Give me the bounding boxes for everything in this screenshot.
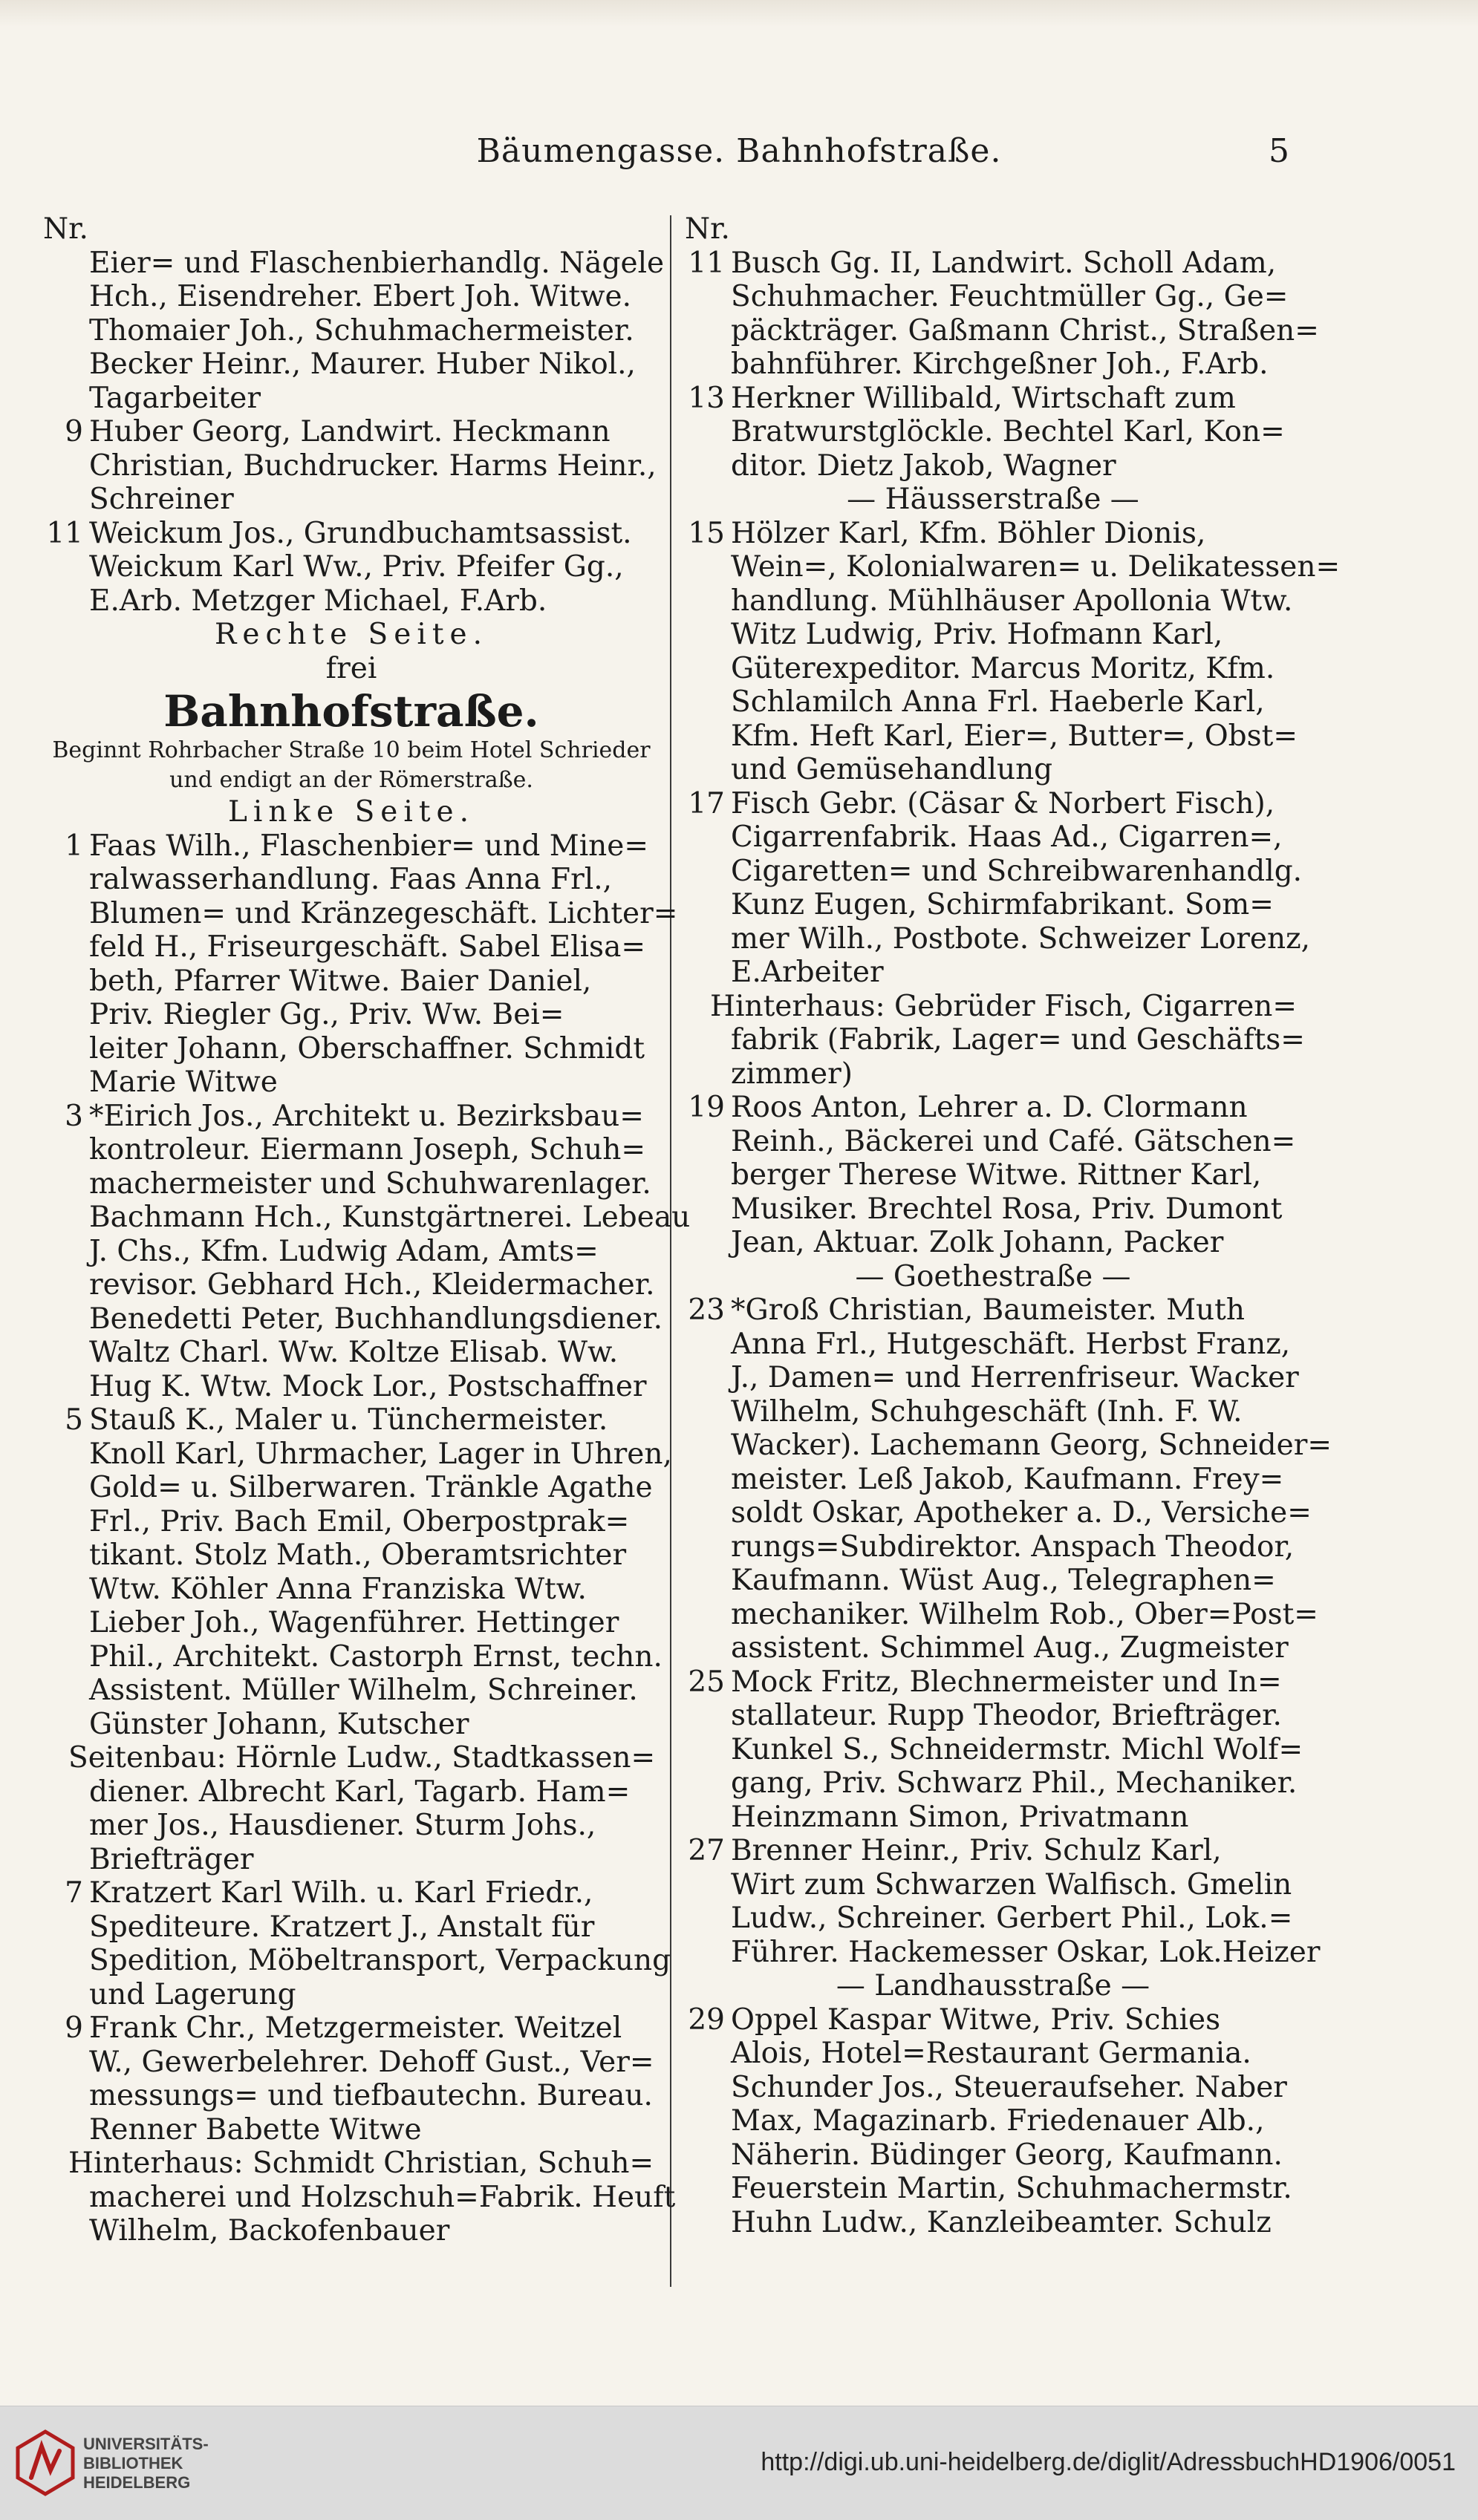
- entry-line: Kaufmann. Wüst Aug., Telegraphen=: [731, 1564, 1276, 1597]
- entry-line: Hinterhaus: Schmidt Christian, Schuh=: [68, 2147, 654, 2180]
- entry-line: W., Gewerbelehrer. Dehoff Gust., Ver=: [89, 2045, 654, 2079]
- entry-line: Wein=, Kolonialwaren= u. Delikatessen=: [731, 550, 1341, 584]
- entry-line: Thomaier Joh., Schuhmachermeister.: [89, 313, 634, 347]
- entry-line: assistent. Schimmel Aug., Zugmeister: [731, 1631, 1289, 1665]
- entry-line: Schunder Jos., Steueraufseher. Naber: [731, 2070, 1287, 2104]
- house-entry: 19 Roos Anton, Lehrer a. D. Clormann: [688, 1091, 1248, 1124]
- entry-line: Seitenbau: Hörnle Ludw., Stadtkassen=: [68, 1741, 656, 1775]
- entry-line: zimmer): [731, 1057, 853, 1091]
- entry-line: Reinh., Bäckerei und Café. Gätschen=: [731, 1124, 1296, 1158]
- library-seal-icon: [15, 2429, 76, 2497]
- entry-line: handlung. Mühlhäuser Apollonia Wtw.: [731, 584, 1293, 618]
- side-heading: Linke Seite.: [227, 795, 475, 829]
- entry-line: Kunz Eugen, Schirmfabrikant. Som=: [731, 888, 1274, 921]
- entry-line: machermeister und Schuhwarenlager.: [89, 1166, 651, 1201]
- entry-line: Spediteure. Kratzert J., Anstalt für: [89, 1910, 595, 1944]
- entry-line: Schlamilch Anna Frl. Haeberle Karl,: [731, 685, 1265, 719]
- street-description: Beginnt Rohrbacher Straße 10 beim Hotel Schrieder: [52, 737, 651, 763]
- entry-line: mechaniker. Wilhelm Rob., Ober=Post=: [731, 1597, 1318, 1631]
- house-entry: 11 Weickum Jos., Grundbuchamtsassist.: [43, 517, 660, 551]
- entry-line: und Gemüsehandlung: [731, 753, 1053, 786]
- entry-line: Frl., Priv. Bach Emil, Oberpostprak=: [89, 1504, 630, 1538]
- entry-line: macherei und Holzschuh=Fabrik. Heuft: [89, 2180, 676, 2214]
- house-entry: 23 *Groß Christian, Baumeister. Muth: [688, 1293, 1245, 1327]
- entry-line: Hinterhaus: Gebrüder Fisch, Cigarren=: [710, 989, 1298, 1023]
- entry-line: Eier= und Flaschenbierhandlg. Nägele: [89, 246, 665, 280]
- entry-line: Wacker). Lachemann Georg, Schneider=: [731, 1429, 1332, 1462]
- entry-line: Assistent. Müller Wilhelm, Schreiner.: [89, 1674, 638, 1707]
- entry-line: Blumen= und Kränzegeschäft. Lichter=: [89, 896, 678, 930]
- cross-street: — Goethestraße —: [855, 1259, 1131, 1293]
- entry-line: leiter Johann, Oberschaffner. Schmidt: [89, 1031, 645, 1065]
- left-column: [43, 212, 691, 2248]
- entry-line: Wilhelm, Schuhgeschäft (Inh. F. W.: [731, 1394, 1243, 1429]
- entry-line: Güterexpeditor. Marcus Moritz, Kfm.: [731, 651, 1275, 685]
- entry-line: päckträger. Gaßmann Christ., Straßen=: [731, 313, 1319, 347]
- entry-line: soldt Oskar, Apotheker a. D., Versiche=: [731, 1496, 1312, 1530]
- entry-line: Wilhelm, Backofenbauer: [89, 2214, 450, 2248]
- entry-line: Marie Witwe: [89, 1065, 278, 1099]
- entry-line: ditor. Dietz Jakob, Wagner: [731, 448, 1116, 483]
- entry-line: Phil., Architekt. Castorph Ernst, techn.: [89, 1639, 663, 1674]
- entry-line: E.Arbeiter: [731, 956, 884, 989]
- entry-line: Günster Johann, Kutscher: [89, 1707, 469, 1741]
- house-entry: 15 Hölzer Karl, Kfm. Böhler Dionis,: [688, 516, 1206, 550]
- entry-line: Cigarrenfabrik. Haas Ad., Cigarren=,: [731, 820, 1283, 854]
- page-number: 5: [1269, 132, 1289, 170]
- entry-line: beth, Pfarrer Witwe. Baier Daniel,: [89, 964, 592, 998]
- viewer-footer: [0, 2406, 1478, 2520]
- entry-line: Schuhmacher. Feuchtmüller Gg., Ge=: [731, 280, 1289, 313]
- entry-line: Waltz Charl. Ww. Koltze Elisab. Ww.: [89, 1336, 619, 1369]
- entry-line: Ludw., Schreiner. Gerbert Phil., Lok.=: [731, 1902, 1293, 1935]
- house-entry: 3 *Eirich Jos., Architekt u. Bezirksbau=: [65, 1099, 644, 1133]
- column-header: Nr.: [43, 212, 88, 246]
- entry-line: Weickum Karl Ww., Priv. Pfeifer Gg.,: [89, 550, 624, 584]
- entry-line: mer Wilh., Postbote. Schweizer Lorenz,: [731, 921, 1311, 956]
- entry-line: Heinzmann Simon, Privatmann: [731, 1800, 1189, 1834]
- house-number: 11: [46, 516, 83, 550]
- entry-line: messungs= und tiefbautechn. Bureau.: [89, 2079, 653, 2112]
- house-number: 9: [65, 415, 83, 448]
- entry-line: Hug K. Wtw. Mock Lor., Postschaffner: [89, 1369, 647, 1403]
- entry-line: Bachmann Hch., Kunstgärtnerei. Lebeau: [89, 1201, 691, 1234]
- entry-line: Max, Magazinarb. Friedenauer Alb.,: [731, 2104, 1265, 2138]
- entry-line: Priv. Riegler Gg., Priv. Ww. Bei=: [89, 998, 564, 1031]
- entry-line: Renner Babette Witwe: [89, 2112, 422, 2147]
- permalink-url[interactable]: http://digi.ub.uni-heidelberg.de/diglit/AdressbuchHD1906/0051: [761, 2448, 1456, 2476]
- entry-line: Cigaretten= und Schreibwarenhandlg.: [731, 854, 1303, 888]
- right-column: [685, 212, 1341, 2239]
- house-entry: 9 Frank Chr., Metzgermeister. Weitzel: [65, 2011, 622, 2045]
- house-entry: 5 Stauß K., Maler u. Tünchermeister.: [65, 1403, 608, 1437]
- entry-line: Anna Frl., Hutgeschäft. Herbst Franz,: [731, 1327, 1291, 1361]
- house-entry: 13 Herkner Willibald, Wirtschaft zum: [688, 381, 1236, 415]
- entry-line: Jean, Aktuar. Zolk Johann, Packer: [731, 1226, 1224, 1259]
- street-heading: Bahnhofstraße.: [163, 686, 539, 737]
- cross-street: — Landhausstraße —: [836, 1969, 1150, 2002]
- entry-line: Näherin. Büdinger Georg, Kaufmann.: [731, 2138, 1283, 2172]
- entry-line: gang, Priv. Schwarz Phil., Mechaniker.: [731, 1766, 1298, 1800]
- library-name: UNIVERSITÄTS- BIBLIOTHEK HEIDELBERG: [83, 2435, 209, 2492]
- entry-line: Kunkel S., Schneidermstr. Michl Wolf=: [731, 1732, 1303, 1766]
- entry-line: fabrik (Fabrik, Lager= und Geschäfts=: [731, 1023, 1305, 1057]
- side-note: frei: [325, 651, 377, 685]
- house-entry: 25 Mock Fritz, Blechnermeister und In=: [688, 1665, 1282, 1699]
- entry-line: feld H., Friseurgeschäft. Sabel Elisa=: [89, 930, 645, 964]
- entry-line: diener. Albrecht Karl, Tagarb. Ham=: [89, 1775, 631, 1809]
- house-entry: 9 Huber Georg, Landwirt. Heckmann: [43, 415, 660, 449]
- entry-line: Bratwurstglöckle. Bechtel Karl, Kon=: [731, 415, 1285, 448]
- entry-line: bahnführer. Kirchgeßner Joh., F.Arb.: [731, 347, 1269, 381]
- house-entry: 27 Brenner Heinr., Priv. Schulz Karl,: [688, 1834, 1222, 1867]
- entry-line: Briefträger: [89, 1842, 254, 1876]
- entry-line: Kfm. Heft Karl, Eier=, Butter=, Obst=: [731, 719, 1298, 753]
- entry-line: revisor. Gebhard Hch., Kleidermacher.: [89, 1268, 655, 1302]
- entry-line: Benedetti Peter, Buchhandlungsdiener.: [89, 1302, 663, 1336]
- entry-line: stallateur. Rupp Theodor, Briefträger.: [731, 1699, 1282, 1732]
- entry-line: und Lagerung: [89, 1977, 296, 2011]
- entry-line: Gold= u. Silberwaren. Tränkle Agathe: [89, 1471, 653, 1504]
- cross-street: — Häusserstraße —: [847, 483, 1139, 516]
- house-entry: 7 Kratzert Karl Wilh. u. Karl Friedr.,: [65, 1876, 593, 1910]
- entry-line: J. Chs., Kfm. Ludwig Adam, Amts=: [89, 1234, 599, 1268]
- entry-line: rungs=Subdirektor. Anspach Theodor,: [731, 1530, 1295, 1564]
- running-title: Bäumengasse. Bahnhofstraße.: [476, 132, 1002, 170]
- entry-line: berger Therese Witwe. Rittner Karl,: [731, 1158, 1262, 1192]
- house-entry: 1 Faas Wilh., Flaschenbier= und Mine=: [65, 829, 649, 863]
- entry-line: Becker Heinr., Maurer. Huber Nikol.,: [89, 347, 636, 381]
- column-header: Nr.: [685, 212, 730, 246]
- entry-line: Alois, Hotel=Restaurant Germania.: [731, 2037, 1251, 2070]
- entry-line: Schreiner: [89, 483, 234, 516]
- entry-line: kontroleur. Eiermann Joseph, Schuh=: [89, 1133, 646, 1166]
- house-entry: 29 Oppel Kaspar Witwe, Priv. Schies: [688, 2002, 1221, 2037]
- entry-line: Christian, Buchdrucker. Harms Heinr.,: [89, 448, 657, 483]
- house-entry: 17 Fisch Gebr. (Cäsar & Norbert Fisch),: [688, 786, 1275, 820]
- entry-line: meister. Leß Jakob, Kaufmann. Frey=: [731, 1462, 1284, 1496]
- entry-line: Witz Ludwig, Priv. Hofmann Karl,: [731, 618, 1223, 651]
- street-description: und endigt an der Römerstraße.: [169, 767, 533, 793]
- entry-line: Tagarbeiter: [89, 381, 261, 415]
- entry-line: E.Arb. Metzger Michael, F.Arb.: [89, 584, 547, 618]
- entry-line: Wtw. Köhler Anna Franziska Wtw.: [89, 1572, 587, 1606]
- entry-line: J., Damen= und Herrenfriseur. Wacker: [731, 1361, 1299, 1394]
- entry-line: mer Jos., Hausdiener. Sturm Johs.,: [89, 1809, 596, 1842]
- entry-line: Wirt zum Schwarzen Walfisch. Gmelin: [731, 1867, 1292, 1902]
- entry-line: Musiker. Brechtel Rosa, Priv. Dumont: [731, 1192, 1283, 1226]
- entry-line: ralwasserhandlung. Faas Anna Frl.,: [89, 863, 613, 896]
- house-entry: 11 Busch Gg. II, Landwirt. Scholl Adam,: [688, 246, 1277, 280]
- side-heading: Rechte Seite.: [215, 618, 488, 651]
- entry-line: Führer. Hackemesser Oskar, Lok.Heizer: [731, 1935, 1321, 1969]
- entry-line: Lieber Joh., Wagenführer. Hettinger: [89, 1606, 619, 1639]
- entry-line: Knoll Karl, Uhrmacher, Lager in Uhren,: [89, 1437, 672, 1471]
- entry-line: Spedition, Möbeltransport, Verpackung: [89, 1944, 671, 1977]
- entry-line: Feuerstein Martin, Schuhmachermstr.: [731, 2172, 1292, 2205]
- entry-line: Hch., Eisendreher. Ebert Joh. Witwe.: [89, 280, 632, 313]
- entry-line: Huhn Ludw., Kanzleibeamter. Schulz: [731, 2205, 1272, 2239]
- entry-line: tikant. Stolz Math., Oberamtsrichter: [89, 1538, 627, 1572]
